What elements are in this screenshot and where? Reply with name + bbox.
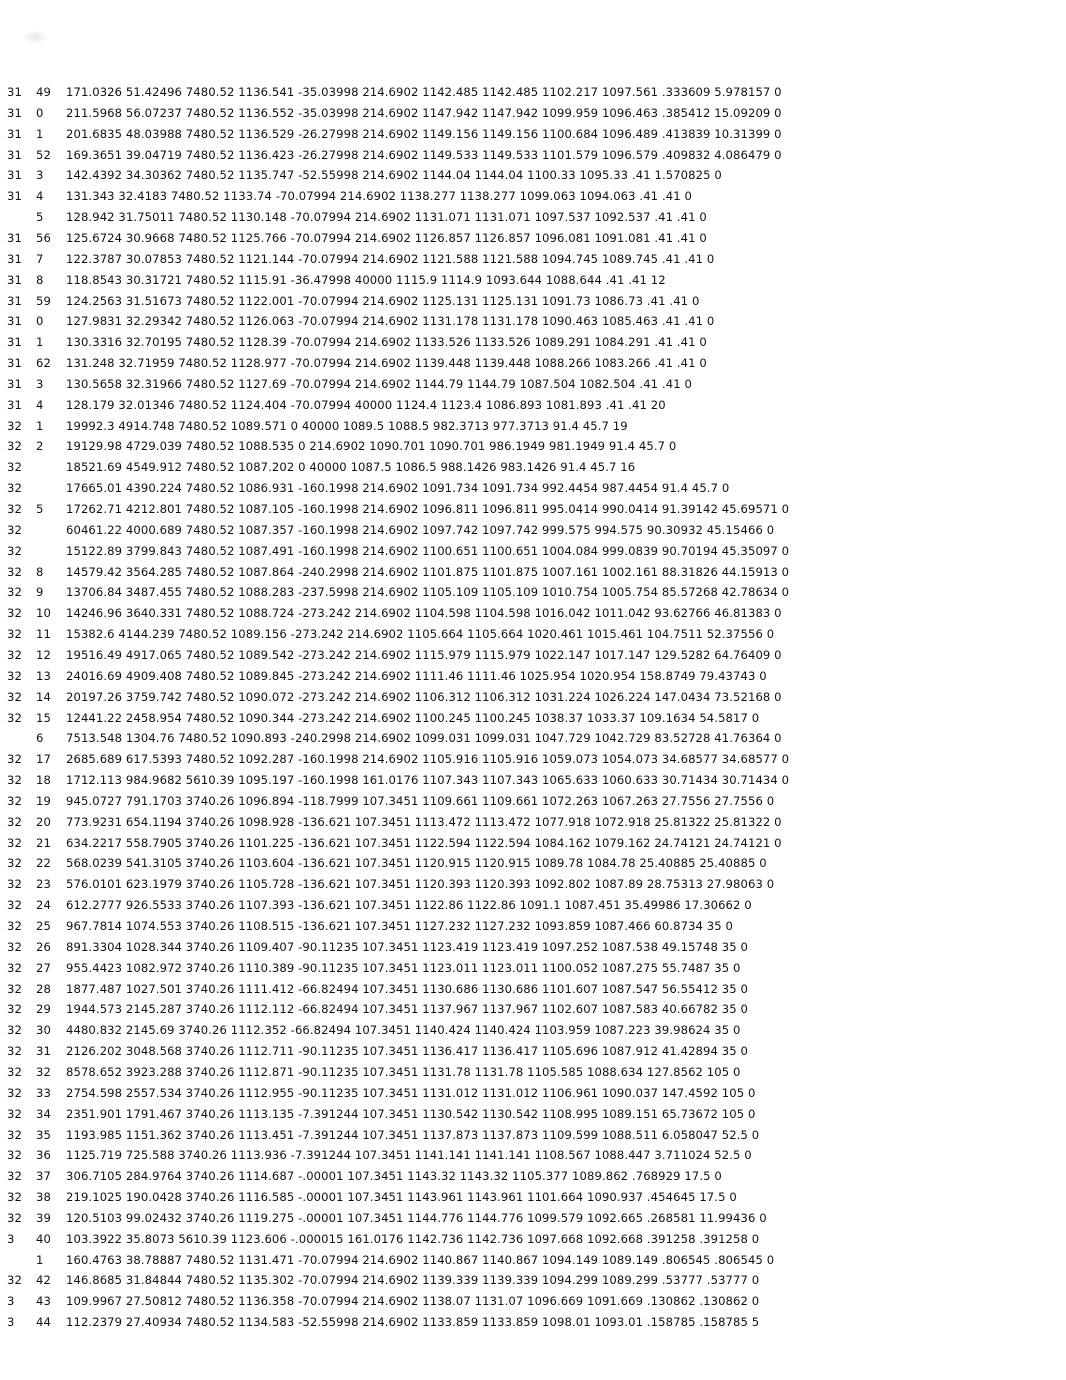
row-values: 130.3316 32.70195 7480.52 1128.39 -70.07994 214.6902 1133.526 1133.526 1089.291 1084.291 .41 .41 0	[66, 335, 707, 350]
row-index-b: 0	[36, 314, 44, 329]
row-values: 17262.71 4212.801 7480.52 1087.105 -160.1998 214.6902 1096.811 1096.811 995.0414 990.0414 91.39142 45.69571 0	[66, 502, 790, 516]
row-index-b: 36	[36, 1148, 51, 1163]
row-index-a: 31	[7, 85, 22, 99]
scan-smudge	[22, 30, 48, 44]
row-index-b: 1	[36, 418, 44, 433]
row-index-b: 30	[36, 1023, 51, 1038]
row-index-a: 32	[7, 460, 22, 475]
row-index-b: 19	[36, 793, 51, 808]
row-values: 7513.548 1304.76 7480.52 1090.893 -240.2998 214.6902 1099.031 1099.031 1047.729 1042.729 83.52728 41.76364 0	[66, 731, 782, 746]
row-index-b: 56	[36, 230, 51, 245]
row-index-b: 23	[36, 877, 51, 892]
row-index-a: 31	[7, 105, 22, 120]
row-index-b: 24	[36, 898, 51, 913]
row-values: 8578.652 3923.288 3740.26 1112.871 -90.11235 107.3451 1131.78 1131.78 1105.585 1088.634 127.8562 105 0	[66, 1064, 741, 1079]
row-index-a: 31	[7, 293, 22, 308]
row-values: 146.8685 31.84844 7480.52 1135.302 -70.07994 214.6902 1139.339 1139.339 1094.299 1089.299 .53777 .53777 0	[66, 1273, 760, 1288]
row-values: 945.0727 791.1703 3740.26 1096.894 -118.7999 107.3451 1109.661 1109.661 1072.263 1067.263 27.7556 27.7556 0	[66, 793, 775, 808]
row-index-b: 11	[36, 627, 51, 642]
row-values: 125.6724 30.9668 7480.52 1125.766 -70.07994 214.6902 1126.857 1126.857 1096.081 1091.081 .41 .41 0	[66, 230, 707, 245]
row-values: 2126.202 3048.568 3740.26 1112.711 -90.11235 107.3451 1136.417 1136.417 1105.696 1087.912 41.42894 35 0	[66, 1044, 748, 1059]
row-index-b: 44	[36, 1315, 51, 1330]
row-index-b: 34	[36, 1106, 51, 1121]
table-row	[0, 1310, 1066, 1334]
row-values: 201.6835 48.03988 7480.52 1136.529 -26.27998 214.6902 1149.156 1149.156 1100.684 1096.489 .413839 10.31399 0	[66, 126, 782, 141]
row-index-b: 17	[36, 752, 51, 767]
row-index-b: 14	[36, 689, 51, 704]
row-index-b: 26	[36, 939, 51, 954]
row-values: 17665.01 4390.224 7480.52 1086.931 -160.1998 214.6902 1091.734 1091.734 992.4454 987.4454 91.4 45.7 0	[66, 481, 730, 496]
row-index-a: 32	[7, 1210, 22, 1225]
row-index-b: 9	[36, 585, 44, 600]
row-index-a: 32	[7, 835, 22, 850]
row-index-b: 15	[36, 710, 51, 725]
row-values: 211.5968 56.07237 7480.52 1136.552 -35.03998 214.6902 1147.942 1147.942 1099.959 1096.463 .385412 15.09209 0	[66, 105, 782, 120]
row-values: 1193.985 1151.362 3740.26 1113.451 -7.391244 107.3451 1137.873 1137.873 1109.599 1088.511 6.058047 52.5 0	[66, 1127, 760, 1142]
row-index-a: 32	[7, 773, 22, 788]
row-values: 568.0239 541.3105 3740.26 1103.604 -136.621 107.3451 1120.915 1120.915 1089.78 1084.78 25.40885 25.40885 0	[66, 856, 767, 871]
row-index-a: 32	[7, 1190, 22, 1205]
row-values: 130.5658 32.31966 7480.52 1127.69 -70.07994 214.6902 1144.79 1144.79 1087.504 1082.504 .41 .41 0	[66, 376, 692, 391]
row-values: 19129.98 4729.039 7480.52 1088.535 0 214.6902 1090.701 1090.701 986.1949 981.1949 91.4 45.7 0	[66, 439, 677, 454]
row-values: 773.9231 654.1194 3740.26 1098.928 -136.621 107.3451 1113.472 1113.472 1077.918 1072.918 25.81322 25.81322 0	[66, 814, 782, 829]
row-values: 1877.487 1027.501 3740.26 1111.412 -66.82494 107.3451 1130.686 1130.686 1101.607 1087.547 56.55412 35 0	[66, 981, 748, 996]
row-index-b: 27	[36, 960, 51, 975]
row-index-a: 32	[7, 418, 22, 433]
row-values: 306.7105 284.9764 3740.26 1114.687 -.00001 107.3451 1143.32 1143.32 1105.377 1089.862 .768929 17.5 0	[66, 1169, 722, 1184]
row-index-a: 31	[7, 335, 22, 350]
row-index-a: 32	[7, 919, 22, 933]
row-index-a: 32	[7, 1106, 22, 1121]
row-index-a: 31	[7, 314, 22, 329]
row-values: 131.343 32.4183 7480.52 1133.74 -70.07994 214.6902 1138.277 1138.277 1099.063 1094.063 .41 .41 0	[66, 189, 692, 204]
row-values: 2685.689 617.5393 7480.52 1092.287 -160.1998 214.6902 1105.916 1105.916 1059.073 1054.073 34.68577 34.68577 0	[66, 752, 790, 767]
row-values: 19992.3 4914.748 7480.52 1089.571 0 40000 1089.5 1088.5 982.3713 977.3713 91.4 45.7 19	[66, 418, 628, 433]
row-index-b: 43	[36, 1294, 51, 1309]
row-index-a: 32	[7, 627, 22, 642]
row-index-a: 32	[7, 481, 22, 496]
row-values: 2754.598 2557.534 3740.26 1112.955 -90.11235 107.3451 1131.012 1131.012 1106.961 1090.037 147.4592 105 0	[66, 1085, 756, 1100]
row-index-a: 32	[7, 710, 22, 725]
row-values: 160.4763 38.78887 7480.52 1131.471 -70.07994 214.6902 1140.867 1140.867 1094.149 1089.149 .806545 .806545 0	[66, 1252, 775, 1267]
row-values: 112.2379 27.40934 7480.52 1134.583 -52.55998 214.6902 1133.859 1133.859 1098.01 1093.01 .158785 .158785 5	[66, 1315, 760, 1330]
row-index-a: 32	[7, 1127, 22, 1142]
row-index-b: 5	[36, 210, 44, 225]
row-index-b: 1	[36, 1252, 44, 1267]
row-index-b: 4	[36, 397, 44, 412]
row-values: 109.9967 27.50812 7480.52 1136.358 -70.07994 214.6902 1138.07 1131.07 1096.669 1091.669 .130862 .130862 0	[66, 1294, 760, 1309]
row-index-a: 32	[7, 1273, 22, 1288]
row-index-b: 2	[36, 439, 44, 454]
row-index-b: 35	[36, 1127, 51, 1142]
row-values: 14579.42 3564.285 7480.52 1087.864 -240.2998 214.6902 1101.875 1101.875 1007.161 1002.161 88.31826 44.15913 0	[66, 564, 790, 579]
row-index-a: 32	[7, 1064, 22, 1079]
row-index-b: 7	[36, 251, 44, 266]
row-index-a: 3	[7, 1231, 15, 1246]
row-values: 171.0326 51.42496 7480.52 1136.541 -35.03998 214.6902 1142.485 1142.485 1102.217 1097.561 .333609 5.978157 0	[66, 85, 782, 99]
row-index-b: 62	[36, 356, 51, 371]
row-index-a: 32	[7, 564, 22, 579]
row-index-a: 32	[7, 606, 22, 621]
row-values: 12441.22 2458.954 7480.52 1090.344 -273.242 214.6902 1100.245 1100.245 1038.37 1033.37 109.1634 54.5817 0	[66, 710, 760, 725]
row-index-a: 32	[7, 793, 22, 808]
row-index-b: 8	[36, 564, 44, 579]
row-values: 4480.832 2145.69 3740.26 1112.352 -66.82494 107.3451 1140.424 1140.424 1103.959 1087.223 39.98624 35 0	[66, 1023, 741, 1038]
row-index-a: 32	[7, 1044, 22, 1059]
row-values: 118.8543 30.31721 7480.52 1115.91 -36.47998 40000 1115.9 1114.9 1093.644 1088.644 .41 .41 12	[66, 272, 666, 287]
row-index-a: 32	[7, 689, 22, 704]
row-values: 1712.113 984.9682 5610.39 1095.197 -160.1998 161.0176 1107.343 1107.343 1065.633 1060.633 30.71434 30.71434 0	[66, 773, 790, 788]
row-index-b: 3	[36, 168, 44, 183]
row-index-b: 40	[36, 1231, 51, 1246]
row-index-a: 32	[7, 585, 22, 600]
row-values: 2351.901 1791.467 3740.26 1113.135 -7.391244 107.3451 1130.542 1130.542 1108.995 1089.151 65.73672 105 0	[66, 1106, 756, 1121]
row-values: 20197.26 3759.742 7480.52 1090.072 -273.242 214.6902 1106.312 1106.312 1031.224 1026.224 147.0434 73.52168 0	[66, 689, 782, 704]
row-values: 634.2217 558.7905 3740.26 1101.225 -136.621 107.3451 1122.594 1122.594 1084.162 1079.162 24.74121 24.74121 0	[66, 835, 782, 850]
row-index-a: 31	[7, 356, 22, 371]
row-values: 18521.69 4549.912 7480.52 1087.202 0 40000 1087.5 1086.5 988.1426 983.1426 91.4 45.7 16	[66, 460, 636, 475]
row-index-b: 1	[36, 126, 44, 141]
row-values: 955.4423 1082.972 3740.26 1110.389 -90.11235 107.3451 1123.011 1123.011 1100.052 1087.275 55.7487 35 0	[66, 960, 741, 975]
row-values: 124.2563 31.51673 7480.52 1122.001 -70.07994 214.6902 1125.131 1125.131 1091.73 1086.73 .41 .41 0	[66, 293, 700, 308]
row-index-b: 1	[36, 335, 44, 350]
row-index-a: 31	[7, 376, 22, 391]
row-values: 576.0101 623.1979 3740.26 1105.728 -136.621 107.3451 1120.393 1120.393 1092.802 1087.89 28.75313 27.98063 0	[66, 877, 775, 892]
row-index-b: 31	[36, 1044, 51, 1059]
row-index-a: 3	[7, 1294, 15, 1309]
row-index-a: 32	[7, 814, 22, 829]
row-index-b: 25	[36, 919, 51, 933]
row-index-b: 21	[36, 835, 51, 850]
row-values: 14246.96 3640.331 7480.52 1088.724 -273.242 214.6902 1104.598 1104.598 1016.042 1011.042 93.62766 46.81383 0	[66, 606, 782, 621]
row-index-b: 4	[36, 189, 44, 204]
row-index-a: 32	[7, 439, 22, 454]
row-values: 120.5103 99.02432 3740.26 1119.275 -.00001 107.3451 1144.776 1144.776 1099.579 1092.665 .268581 11.99436 0	[66, 1210, 767, 1225]
row-values: 891.3304 1028.344 3740.26 1109.407 -90.11235 107.3451 1123.419 1123.419 1097.252 1087.538 49.15748 35 0	[66, 939, 748, 954]
row-index-b: 29	[36, 1002, 51, 1017]
row-index-b: 13	[36, 668, 51, 683]
row-index-a: 32	[7, 960, 22, 975]
row-index-a: 31	[7, 397, 22, 412]
row-values: 13706.84 3487.455 7480.52 1088.283 -237.5998 214.6902 1105.109 1105.109 1010.754 1005.754 85.57268 42.78634 0	[66, 585, 790, 600]
row-index-a: 32	[7, 1085, 22, 1100]
row-values: 127.9831 32.29342 7480.52 1126.063 -70.07994 214.6902 1131.178 1131.178 1090.463 1085.463 .41 .41 0	[66, 314, 715, 329]
row-index-a: 31	[7, 147, 22, 162]
row-index-b: 49	[36, 85, 51, 99]
row-index-b: 18	[36, 773, 51, 788]
row-index-a: 32	[7, 647, 22, 662]
row-values: 967.7814 1074.553 3740.26 1108.515 -136.621 107.3451 1127.232 1127.232 1093.859 1087.466 60.8734 35 0	[66, 919, 734, 933]
row-values: 15122.89 3799.843 7480.52 1087.491 -160.1998 214.6902 1100.651 1100.651 1004.084 999.0839 90.70194 45.35097 0	[66, 543, 790, 558]
row-index-a: 32	[7, 856, 22, 871]
row-values: 122.3787 30.07853 7480.52 1121.144 -70.07994 214.6902 1121.588 1121.588 1094.745 1089.745 .41 .41 0	[66, 251, 715, 266]
row-index-b: 59	[36, 293, 51, 308]
row-values: 131.248 32.71959 7480.52 1128.977 -70.07994 214.6902 1139.448 1139.448 1088.266 1083.266 .41 .41 0	[66, 356, 707, 371]
row-index-a: 31	[7, 272, 22, 287]
row-index-b: 28	[36, 981, 51, 996]
row-index-a: 32	[7, 981, 22, 996]
row-values: 128.942 31.75011 7480.52 1130.148 -70.07994 214.6902 1131.071 1131.071 1097.537 1092.537 .41 .41 0	[66, 210, 707, 225]
row-index-a: 32	[7, 1148, 22, 1163]
row-index-b: 39	[36, 1210, 51, 1225]
row-index-a: 32	[7, 898, 22, 913]
row-index-b: 8	[36, 272, 44, 287]
row-index-a: 32	[7, 1023, 22, 1038]
row-index-a: 31	[7, 168, 22, 183]
row-index-a: 32	[7, 1002, 22, 1017]
row-index-b: 42	[36, 1273, 51, 1288]
row-values: 1944.573 2145.287 3740.26 1112.112 -66.82494 107.3451 1137.967 1137.967 1102.607 1087.583 40.66782 35 0	[66, 1002, 748, 1017]
row-index-a: 32	[7, 543, 22, 558]
row-index-b: 12	[36, 647, 51, 662]
row-values: 219.1025 190.0428 3740.26 1116.585 -.00001 107.3451 1143.961 1143.961 1101.664 1090.937 .454645 17.5 0	[66, 1190, 737, 1205]
row-index-a: 31	[7, 251, 22, 266]
row-index-b: 10	[36, 606, 51, 621]
row-index-b: 3	[36, 376, 44, 391]
row-index-b: 22	[36, 856, 51, 871]
row-index-a: 31	[7, 126, 22, 141]
row-values: 103.3922 35.8073 5610.39 1123.606 -.000015 161.0176 1142.736 1142.736 1097.668 1092.668 .391258 .391258 0	[66, 1231, 760, 1246]
row-index-a: 32	[7, 502, 22, 516]
row-index-b: 52	[36, 147, 51, 162]
row-values: 612.2777 926.5533 3740.26 1107.393 -136.621 107.3451 1122.86 1122.86 1091.1 1087.451 35.49986 17.30662 0	[66, 898, 752, 913]
row-values: 60461.22 4000.689 7480.52 1087.357 -160.1998 214.6902 1097.742 1097.742 999.575 994.575 90.30932 45.15466 0	[66, 522, 775, 537]
row-index-b: 37	[36, 1169, 51, 1184]
row-index-a: 32	[7, 1169, 22, 1184]
row-index-b: 5	[36, 502, 44, 516]
row-index-b: 32	[36, 1064, 51, 1079]
row-index-b: 33	[36, 1085, 51, 1100]
row-index-b: 20	[36, 814, 51, 829]
row-values: 1125.719 725.588 3740.26 1113.936 -7.391244 107.3451 1141.141 1141.141 1108.567 1088.447 3.711024 52.5 0	[66, 1148, 752, 1163]
row-index-a: 32	[7, 668, 22, 683]
row-index-a: 32	[7, 522, 22, 537]
row-index-a: 31	[7, 189, 22, 204]
row-index-a: 3	[7, 1315, 15, 1330]
row-values: 128.179 32.01346 7480.52 1124.404 -70.07994 40000 1124.4 1123.4 1086.893 1081.893 .41 .41 20	[66, 397, 666, 412]
row-index-a: 32	[7, 939, 22, 954]
row-values: 15382.6 4144.239 7480.52 1089.156 -273.242 214.6902 1105.664 1105.664 1020.461 1015.461 104.7511 52.37556 0	[66, 627, 775, 642]
row-values: 169.3651 39.04719 7480.52 1136.423 -26.27998 214.6902 1149.533 1149.533 1101.579 1096.579 .409832 4.086479 0	[66, 147, 782, 162]
row-values: 19516.49 4917.065 7480.52 1089.542 -273.242 214.6902 1115.979 1115.979 1022.147 1017.147 129.5282 64.76409 0	[66, 647, 782, 662]
row-values: 142.4392 34.30362 7480.52 1135.747 -52.55998 214.6902 1144.04 1144.04 1100.33 1095.33 .41 1.570825 0	[66, 168, 722, 183]
row-values: 24016.69 4909.408 7480.52 1089.845 -273.242 214.6902 1111.46 1111.46 1025.954 1020.954 158.8749 79.43743 0	[66, 668, 767, 683]
row-index-a: 32	[7, 752, 22, 767]
row-index-b: 6	[36, 731, 44, 746]
row-index-b: 38	[36, 1190, 51, 1205]
row-index-b: 0	[36, 105, 44, 120]
row-index-a: 32	[7, 877, 22, 892]
row-index-a: 31	[7, 230, 22, 245]
